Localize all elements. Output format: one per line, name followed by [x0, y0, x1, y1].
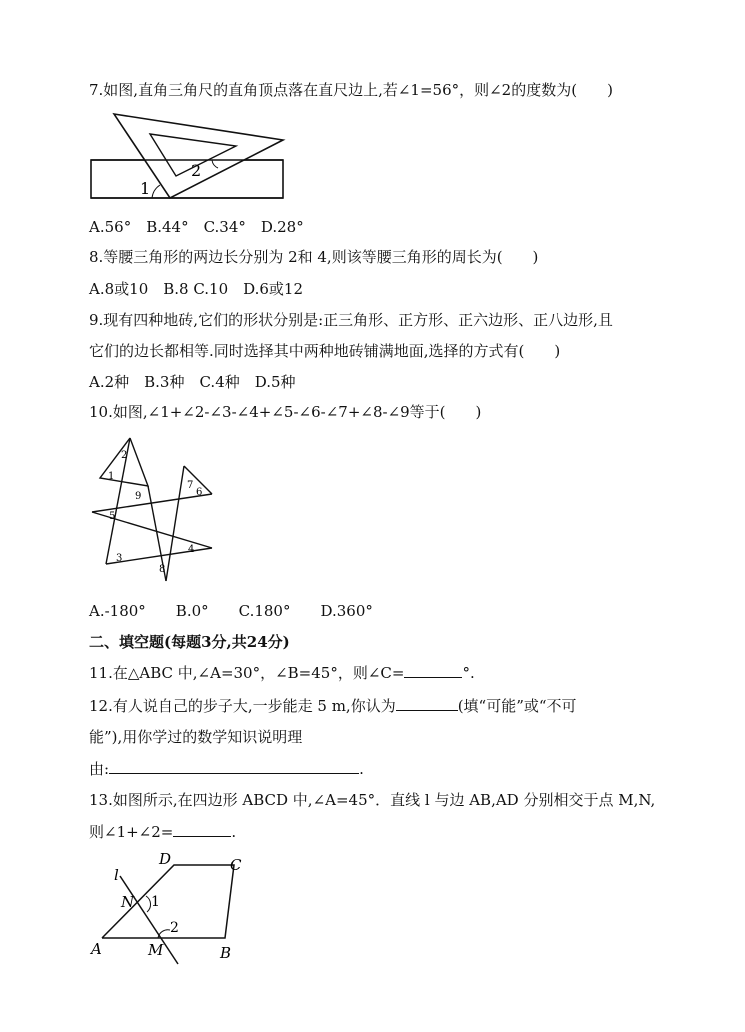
q7-angle1-label: 1 [140, 179, 151, 198]
q9-stem-line1: 9.现有四种地砖,它们的形状分别是:正三角形、正方形、正六边形、正八边形,且 [89, 311, 613, 329]
q10-label-6: 6 [196, 487, 203, 498]
section2-title: 二、填空题(每题3分,共24分) [89, 633, 290, 651]
q12-line3-suffix: . [359, 760, 364, 778]
q13-label-N: N [121, 893, 135, 911]
q10-label-5: 5 [109, 511, 116, 522]
q7-angle2-label: 2 [191, 161, 202, 180]
q10-label-8: 8 [159, 564, 166, 575]
q12-line1-prefix: 12.有人说自己的步子大,一步能走 5 m,你认为 [89, 697, 396, 715]
q7-figure [88, 110, 288, 205]
q10-label-7: 7 [187, 480, 194, 491]
q13-label-B: B [220, 944, 232, 962]
q13-label-M: M [148, 941, 164, 959]
q12-line3-prefix: 由: [89, 760, 110, 778]
q10-label-1: 1 [108, 471, 115, 482]
q11 [89, 663, 475, 683]
q13-line2 [89, 822, 236, 842]
q13-line2-suffix: . [231, 823, 237, 841]
q12-line3 [89, 759, 364, 779]
q12-reason-blank[interactable] [109, 759, 359, 774]
q9-stem-line2: 它们的边长都相等.同时选择其中两种地砖铺满地面,选择的方式有( ) [89, 342, 561, 360]
q10-label-9: 9 [135, 491, 142, 502]
q13-label-C: C [230, 856, 242, 874]
q11-answer-blank[interactable] [404, 663, 462, 678]
q12-line1-suffix: (填“可能”或“不可 [457, 697, 577, 715]
q9-options: A.2种 B.3种 C.4种 D.5种 [89, 373, 296, 391]
q13-answer-blank[interactable] [173, 822, 231, 837]
q11-prefix: 11.在△ABC 中,∠A=30°，∠B=45°，则∠C= [89, 664, 405, 682]
q8-stem: 8.等腰三角形的两边长分别为 2和 4,则该等腰三角形的周长为( ) [89, 248, 539, 266]
q7-options: A.56° B.44° C.34° D.28° [89, 218, 304, 236]
q13-line2-prefix: 则∠1+∠2= [89, 823, 174, 841]
q10-label-4: 4 [188, 544, 195, 555]
q10-figure [90, 436, 215, 586]
q11-suffix: °. [462, 664, 475, 682]
q12-line2: 能”),用你学过的数学知识说明理 [89, 728, 303, 746]
q13-label-D: D [159, 850, 172, 868]
q13-figure [88, 850, 258, 965]
q13-label-1: 1 [151, 894, 160, 910]
q10-label-2: 2 [121, 450, 128, 461]
q7-stem: 7.如图,直角三角尺的直角顶点落在直尺边上,若∠1=56°，则∠2的度数为( ) [89, 81, 613, 99]
q13-line1: 13.如图所示,在四边形 ABCD 中,∠A=45°．直线 l 与边 AB,AD 分别相交于点 M,N, [89, 791, 656, 809]
q12-answer-blank[interactable] [396, 696, 458, 711]
q13-label-2: 2 [170, 920, 179, 936]
q13-label-A: A [91, 940, 102, 958]
q10-options: A.-180° B.0° C.180° D.360° [89, 602, 373, 620]
q10-label-3: 3 [116, 553, 123, 564]
q13-label-l: l [114, 866, 119, 884]
q8-options: A.8或10 B.8 C.10 D.6或12 [89, 280, 304, 298]
q12-line1 [89, 696, 577, 716]
q10-stem: 10.如图,∠1+∠2-∠3-∠4+∠5-∠6-∠7+∠8-∠9等于( ) [89, 403, 482, 421]
